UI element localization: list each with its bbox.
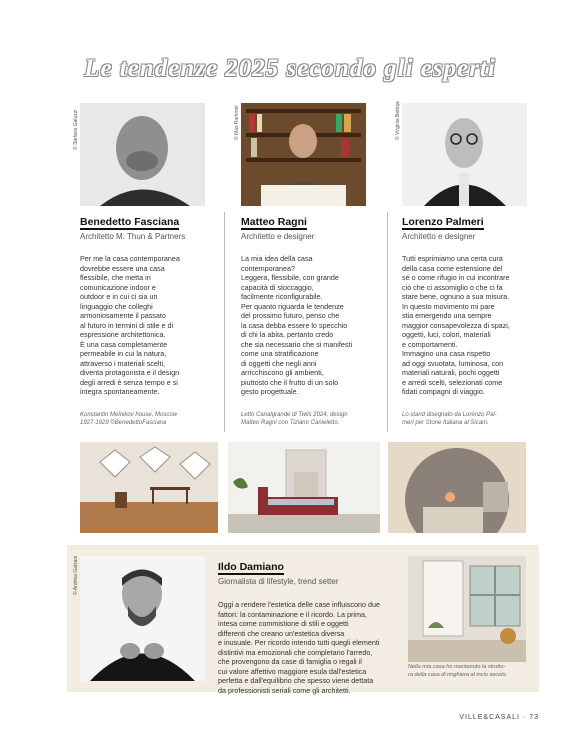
photo-credit: © Andrea Galzani	[73, 555, 79, 595]
image-caption: Nella mia casa ho mantenuto la struttu- ra della casa di ringhiera al incio secolo.	[408, 664, 508, 678]
photo-credit: © Max Rommel	[234, 105, 240, 140]
page-footer: VILLE&CASALI · 73	[459, 714, 539, 721]
portrait-photo	[402, 103, 527, 206]
page-title: Le tendenze 2025 secondo gli esperti	[84, 55, 496, 82]
interior-photo	[80, 442, 218, 533]
portrait-photo	[80, 556, 205, 681]
feature-column	[218, 557, 398, 695]
expert-role: Architetto e designer	[402, 232, 476, 241]
expert-column	[241, 212, 383, 397]
expert-text: La mia idea della casa contemporanea? Leggera, flessibile, con grande capacità di stoccaggio, facilmente riconfigurabile. Per quanto riguarda le tendenze del prossimo futuro, penso che la casa debba essere lo specchio di chi la abita, pertanto credo che sia necessario che si manifesti come una stratificazione di oggetti che negli anni arricchiscono gli ambienti, piuttosto che il frutto di un solo gesto progettuale.	[241, 254, 353, 396]
expert-column	[80, 212, 222, 397]
expert-name: Ildo Damiano	[218, 561, 284, 573]
expert-column	[402, 212, 544, 397]
image-caption: Konstantin Melnikov house, Moscow 1927-1929 ©BenedettoFasciana	[80, 412, 178, 426]
expert-text: Per me la casa contemporanea dovrebbe essere una casa flessibile, che metta in comunicazione indoor e outdoor e in cui ci sia un linguaggio che colleghi armoniosamente il passato al futuro in termini di stile e di espressione architettonica. È una casa completamente permeabile in cui la natura, attraverso i materiali scelti, diventa protagonista e il design degli arredi è senza tempo e si integra spontaneamente.	[80, 254, 180, 396]
expert-text: Tutti esprimiamo una certa cura della casa come estensione del sé o come rifugio in cui incontrare ciò che ci assomiglio o che ci fa stare bene, ognuno a sua misura. In questo movimento mi pare stia emergendo una sempre maggior consapevolezza di spazi, oggetti, luci, colori, materiali e comportamenti. Immagino una casa rispetto ad oggi svuotata, luminosa, con materiali naturali, pochi oggetti e arredi scelti, selezionati come fidati compagni di viaggio.	[402, 254, 510, 396]
image-caption: Letto Canalgrande di Twils 2024, design Matteo Ragni con Tiziano Canieletto.	[241, 412, 348, 426]
column-divider	[224, 212, 225, 432]
column-divider	[387, 212, 388, 432]
portrait-photo	[241, 103, 366, 206]
expert-name: Matteo Ragni	[241, 216, 307, 228]
expert-text: Oggi a rendere l'estetica delle case influiscono due fattori: la contaminazione e il ricordo. La prima, intesa come commistione di stili e oggetti differenti che creano un'estetica diversa e inusuale. Per ricordo intendo tutti quegli elementi distintivi ma emozionali che completano l'arredo, che provengono da case di famiglia o regali il cui valore affettivo maggiore esula dall'estetica perfetta e dall'equilibrio che spesso viene dettata da professionisti seriali come gli architetti.	[218, 600, 380, 695]
interior-photo	[228, 442, 380, 533]
photo-credit: © Stefano Galuzzi	[73, 109, 79, 150]
interior-photo	[388, 442, 526, 533]
expert-role: Architetto M. Thun & Partners	[80, 232, 186, 241]
interior-photo	[408, 556, 526, 662]
expert-role: Architetto e designer	[241, 232, 315, 241]
expert-name: Lorenzo Palmeri	[402, 216, 484, 228]
image-caption: Lo stand disegnato da Lorenzo Pal- meri per Stone Italiana al Sicam.	[402, 412, 497, 426]
expert-name: Benedetto Fasciana	[80, 216, 180, 228]
photo-credit: © Virginia Bettoja	[395, 101, 401, 140]
portrait-photo	[80, 103, 205, 206]
expert-role: Giornalista di lifestyle, trend setter	[218, 577, 339, 586]
